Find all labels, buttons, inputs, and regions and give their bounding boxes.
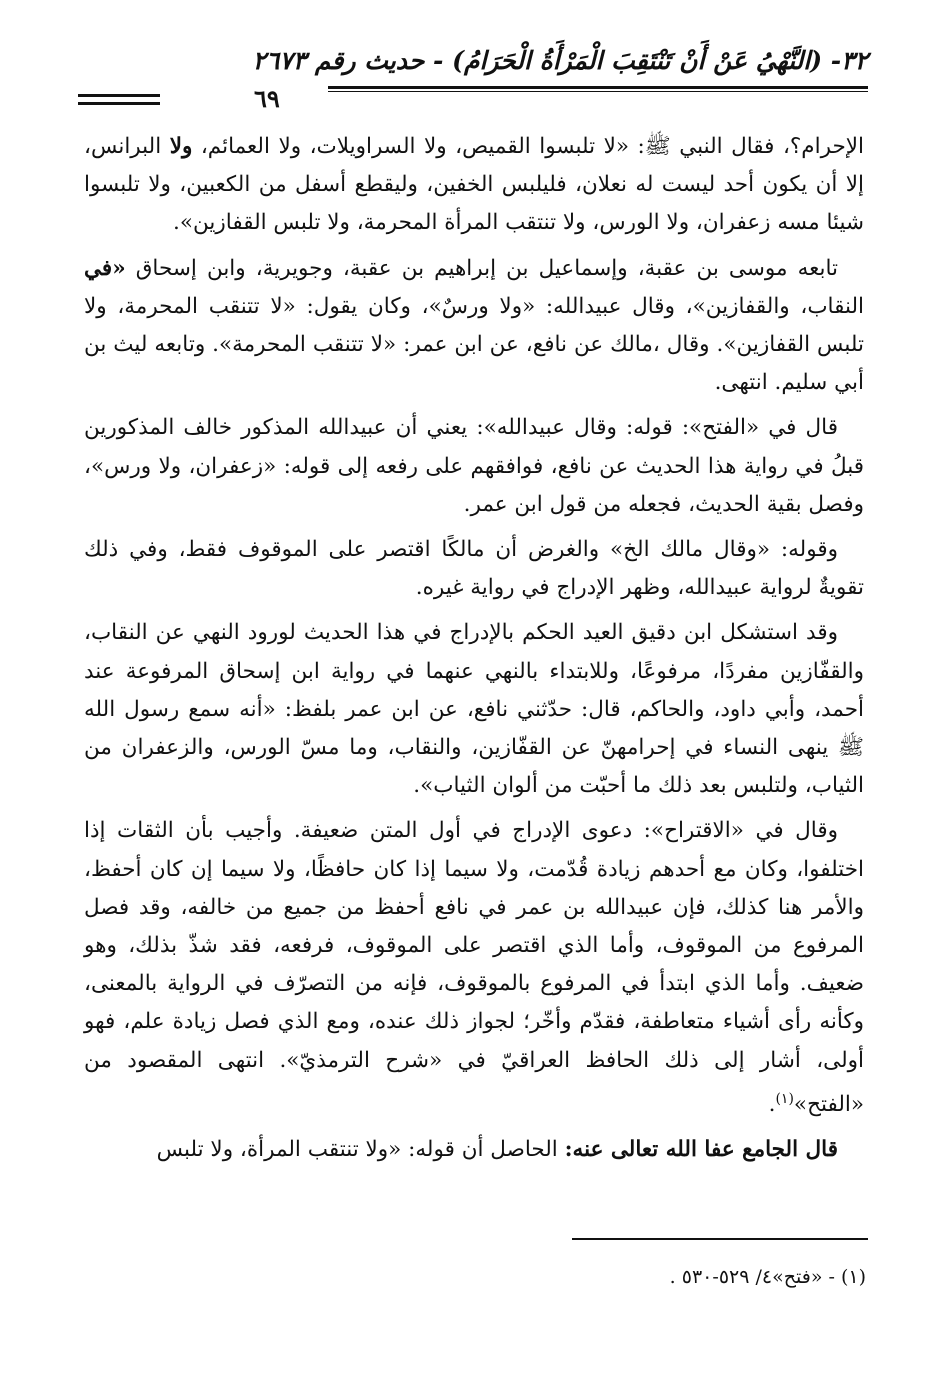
body-text [84, 128, 864, 1176]
header-rule [328, 86, 868, 89]
bold-text: قال الجامع عفا الله تعالى عنه: [564, 1137, 838, 1163]
header-rule-short [78, 102, 160, 105]
running-header [78, 46, 868, 113]
text-segment: البرانس، إلا أن يكون أحد ليست له نعلان، فليلبس الخفين، وليقطع أسفل من الكعبين، ولا تلبسوا شيئا مسه زعفران، ولا الورس، ولا تنتقب المرأة المحرمة، ولا تلبس القفازين». [84, 134, 864, 236]
header-title: ٣٢- (النَّهْيُ عَنْ أَنْ تَنْتَقِبَ الْمَرْأَةُ الْحَرَامُ) - حديث رقم ٢٦٧٣ [252, 46, 868, 75]
paragraph [84, 409, 864, 524]
text-segment: وقوله: «وقال مالك الخ» والغرض أن مالكًا اقتصر على الموقوف فقط، وفي ذلك تقويةٌ لرواية عبيدالله، وظهر الإدراج في رواية غيره. [84, 537, 864, 601]
paragraph [84, 128, 864, 243]
paragraph [84, 812, 864, 1124]
footnote: (١) - «فتح»٤/ ٥٢٩-٥٣٠ . [669, 1266, 866, 1288]
text-segment: . [768, 1092, 776, 1118]
paragraph [84, 531, 864, 607]
footnote-rule [572, 1238, 868, 1240]
text-segment: وقال في «الاقتراح»: دعوى الإدراج في أول المتن ضعيفة. وأجيب بأن الثقات إذا اختلفوا، وكان مع أحدهم زيادة قُدّمت، ولا سيما إذا كان حافظًا، ولا سيما إن كان أحفظ، والأمر هنا كذلك، فإن عبيدالله بن عمر في نافع أحفظ من جميع من خالفه، وقد فصل المرفوع من الموقوف، وأما الذي اقتصر على الموقوف، فرفعه، فقد شذّ بذلك، وهو ضعيف. وأما الذي ابتدأ في المرفوع بالموقوف، فإنه من التصرّف في الرواية بالمعنى، وكأنه رأى أشياء متعاطفة، فقدّم وأخّر؛ لجواز ذلك عنده، ومع الذي فصل زيادة علم، فهو أولى، أشار إلى ذلك الحافظ العراقيّ في «شرح الترمذيّ». انتهى المقصود من «الفتح» [84, 818, 864, 1118]
text-segment: الحاصل أن قوله: «ولا تنتقب المرأة، ولا تلبس [156, 1137, 565, 1163]
footnote-marker: (١) [775, 1090, 794, 1107]
page-number: ٦٩ [254, 84, 280, 113]
bold-text: ولا [169, 134, 193, 159]
text-segment: وقد استشكل ابن دقيق العيد الحكم بالإدراج في هذا الحديث لورود النهي عن النقاب، والقفّازين مفردًا، مرفوعًا، وللابتداء بالنهي عنهما في رواية ابن إسحاق المرفوعة عند أحمد، وأبي داود، والحاكم، قال: حدّثني نافع، عن ابن عمر بلفظ: «أنه سمع رسول الله ﷺ ينهى النساء في إحرامهنّ عن القفّازين، والنقاب، وما مسّ الورس، والزعفران من الثياب، ولتلبس بعد ذلك ما أحبّت من ألوان الثياب». [84, 620, 864, 799]
header-rule-thin [328, 91, 868, 92]
paragraph [84, 614, 864, 805]
text-segment: تابعه موسى بن عقبة، وإسماعيل بن إبراهيم بن عقبة، وجويرية، وابن إسحاق [125, 255, 838, 281]
text-segment: الإحرام؟، فقال النبي ﷺ: «لا تلبسوا القميص، ولا السراويلات، ولا العمائم، [192, 134, 864, 159]
header-rule-short [78, 94, 160, 97]
text-segment: النقاب، والقفازين»، وقال عبيدالله: «ولا ورسٌ»، وكان يقول: «لا تتنقب المحرمة، ولا تلبس القفازين». وقال ،مالك عن نافع، عن ابن عمر: «لا تتنقب المحرمة». وتابعه ليث بن أبي سليم. انتهى. [84, 293, 864, 396]
paragraph [84, 250, 864, 403]
bold-text: «في [84, 255, 126, 281]
text-segment: قال في «الفتح»: قوله: وقال عبيدالله»: يعني أن عبيدالله المذكور خالف المذكورين قبلُ في رواية هذا الحديث عن نافع، فوافقهم على رفعه إلى قوله: «زعفران، ولا ورس»، وفصل بقية الحديث، فجعله من قول ابن عمر. [84, 415, 864, 517]
paragraph [84, 1131, 864, 1169]
